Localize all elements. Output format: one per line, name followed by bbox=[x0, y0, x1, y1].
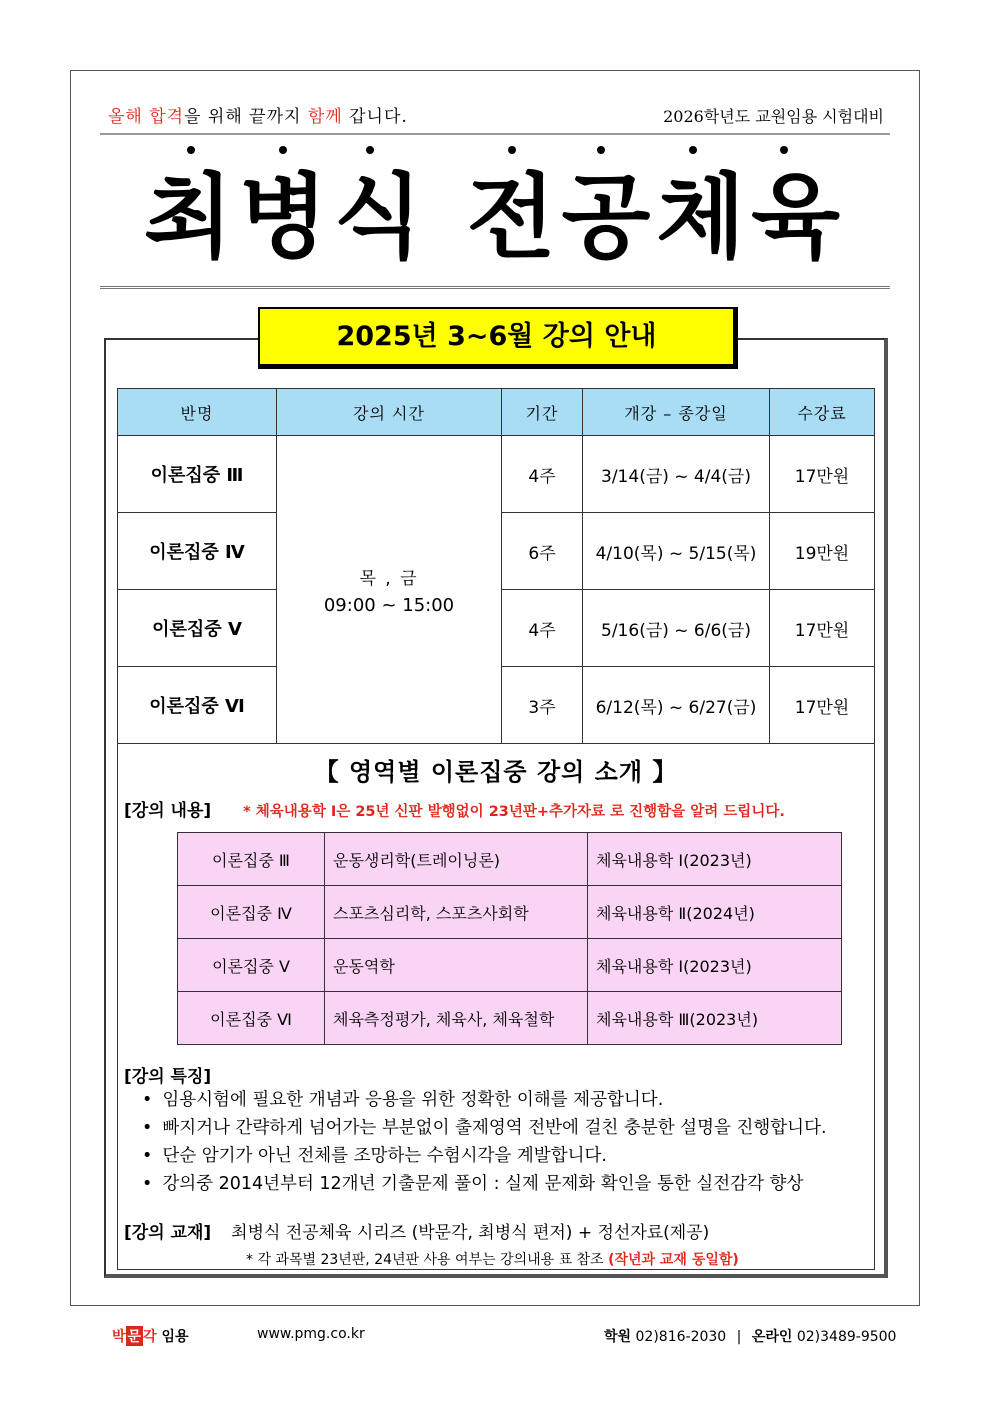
list-item: • 강의중 2014년부터 12개년 기출문제 풀이 : 실제 문제화 확인을 통한 실전감각 향상 bbox=[142, 1170, 827, 1198]
emphasis-dot bbox=[508, 146, 516, 154]
features-label: [강의 특징] bbox=[124, 1067, 212, 1087]
duration: 4주 bbox=[502, 436, 583, 513]
publisher-logo[interactable] bbox=[112, 1326, 189, 1346]
subject-book: 체육내용학 Ⅱ(2024년) bbox=[588, 886, 842, 939]
subject-name: 이론집중 Ⅵ bbox=[178, 992, 325, 1045]
date-range: 4/10(목) ~ 5/15(목) bbox=[583, 513, 770, 590]
page-title: 최병식 전공체육 bbox=[143, 164, 847, 271]
online-label: 온라인 bbox=[751, 1329, 793, 1345]
divider bbox=[100, 286, 890, 289]
slogan-part: 을 위해 끝까지 bbox=[184, 107, 308, 127]
website-link[interactable]: www.pmg.co.kr bbox=[257, 1326, 365, 1342]
column-header: 강의 시간 bbox=[277, 389, 502, 436]
textbook-note-highlight: (작년과 교재 동일함) bbox=[608, 1252, 739, 1268]
table-row bbox=[178, 833, 842, 886]
subject-topics: 체육측정평가, 체육사, 체육철학 bbox=[325, 992, 588, 1045]
content-row bbox=[124, 796, 785, 821]
section-title: 【 영역별 이론집중 강의 소개 】 bbox=[314, 758, 678, 786]
textbook-label: [강의 교재] bbox=[124, 1223, 212, 1243]
schedule-header-row bbox=[118, 389, 875, 436]
online-phone: 02)3489-9500 bbox=[796, 1329, 897, 1345]
logo-text: 박 bbox=[112, 1329, 126, 1345]
contact-info bbox=[604, 1326, 896, 1346]
academy-label: 학원 bbox=[604, 1329, 632, 1345]
schedule-table bbox=[117, 388, 875, 744]
logo-text: 각 bbox=[143, 1329, 157, 1345]
slogan-part: 올해 bbox=[108, 107, 150, 127]
lecture-hours: 09:00 ~ 15:00 bbox=[323, 594, 455, 616]
slogan-part: 갑니다. bbox=[342, 107, 408, 127]
subject-name: 이론집중 Ⅳ bbox=[178, 886, 325, 939]
table-row bbox=[118, 436, 875, 513]
features-list bbox=[142, 1086, 827, 1198]
list-item: • 빠지거나 간략하게 넘어가는 부분없이 출제영역 전반에 걸친 충분한 설명을 진행합니다. bbox=[142, 1114, 827, 1142]
separator: | bbox=[736, 1329, 742, 1345]
emphasis-dot bbox=[187, 146, 195, 154]
content-note: * 체육내용학 Ⅰ은 25년 신판 발행없이 23년판+추가자료 로 진행함을 알려 드립니다. bbox=[243, 804, 785, 820]
subject-book: 체육내용학 Ⅰ(2023년) bbox=[588, 833, 842, 886]
lecture-banner: 2025년 3~6월 강의 안내 bbox=[258, 307, 738, 369]
column-header: 기간 bbox=[502, 389, 583, 436]
list-item: • 단순 암기가 아닌 전체를 조망하는 수험시각을 계발합니다. bbox=[142, 1142, 827, 1170]
duration: 3주 bbox=[502, 667, 583, 744]
textbook-note bbox=[246, 1249, 739, 1269]
lecture-days: 목 , 금 bbox=[359, 568, 419, 589]
divider bbox=[100, 133, 890, 135]
emphasis-dot bbox=[780, 146, 788, 154]
subject-topics: 운동역학 bbox=[325, 939, 588, 992]
emphasis-dot bbox=[279, 146, 287, 154]
subject-book: 체육내용학 Ⅰ(2023년) bbox=[588, 939, 842, 992]
emphasis-dot bbox=[689, 146, 697, 154]
content-label: [강의 내용] bbox=[124, 801, 212, 821]
table-row bbox=[178, 886, 842, 939]
date-range: 5/16(금) ~ 6/6(금) bbox=[583, 590, 770, 667]
emphasis-dot bbox=[366, 146, 374, 154]
list-item: • 임용시험에 필요한 개념과 응용을 위한 정확한 이해를 제공합니다. bbox=[142, 1086, 827, 1114]
subject-topics: 스포츠심리학, 스포츠사회학 bbox=[325, 886, 588, 939]
class-name: 이론집중 Ⅳ bbox=[118, 513, 277, 590]
emphasis-dots bbox=[100, 146, 890, 158]
subject-topics: 운동생리학(트레이닝론) bbox=[325, 833, 588, 886]
date-range: 3/14(금) ~ 4/4(금) bbox=[583, 436, 770, 513]
class-name: 이론집중 Ⅴ bbox=[118, 590, 277, 667]
table-row bbox=[178, 939, 842, 992]
column-header: 개강 – 종강일 bbox=[583, 389, 770, 436]
fee: 17만원 bbox=[770, 590, 875, 667]
textbook-value: 최병식 전공체육 시리즈 (박문각, 최병식 편저) + 정선자료(제공) bbox=[231, 1223, 710, 1243]
textbook-row bbox=[124, 1218, 709, 1243]
class-name: 이론집중 Ⅵ bbox=[118, 667, 277, 744]
table-row bbox=[178, 992, 842, 1045]
fee: 17만원 bbox=[770, 667, 875, 744]
fee: 19만원 bbox=[770, 513, 875, 590]
emphasis-dot bbox=[597, 146, 605, 154]
class-name: 이론집중 Ⅲ bbox=[118, 436, 277, 513]
exam-label: 2026학년도 교원임용 시험대비 bbox=[663, 107, 884, 126]
textbook-note-text: * 각 과목별 23년판, 24년판 사용 여부는 강의내용 표 참조 bbox=[246, 1252, 609, 1268]
fee: 17만원 bbox=[770, 436, 875, 513]
slogan-part: 함께 bbox=[307, 107, 343, 127]
column-header: 수강료 bbox=[770, 389, 875, 436]
lecture-time bbox=[277, 436, 502, 744]
subject-table bbox=[177, 832, 842, 1045]
academy-phone: 02)816-2030 bbox=[635, 1329, 727, 1345]
column-header: 반명 bbox=[118, 389, 277, 436]
date-range: 6/12(목) ~ 6/27(금) bbox=[583, 667, 770, 744]
duration: 4주 bbox=[502, 590, 583, 667]
subject-book: 체육내용학 Ⅲ(2023년) bbox=[588, 992, 842, 1045]
logo-subtext: 임용 bbox=[161, 1329, 189, 1345]
logo-text: 문 bbox=[126, 1326, 144, 1346]
subject-name: 이론집중 Ⅴ bbox=[178, 939, 325, 992]
slogan bbox=[108, 102, 408, 127]
duration: 6주 bbox=[502, 513, 583, 590]
subject-name: 이론집중 Ⅲ bbox=[178, 833, 325, 886]
slogan-part: 합격 bbox=[149, 107, 185, 127]
